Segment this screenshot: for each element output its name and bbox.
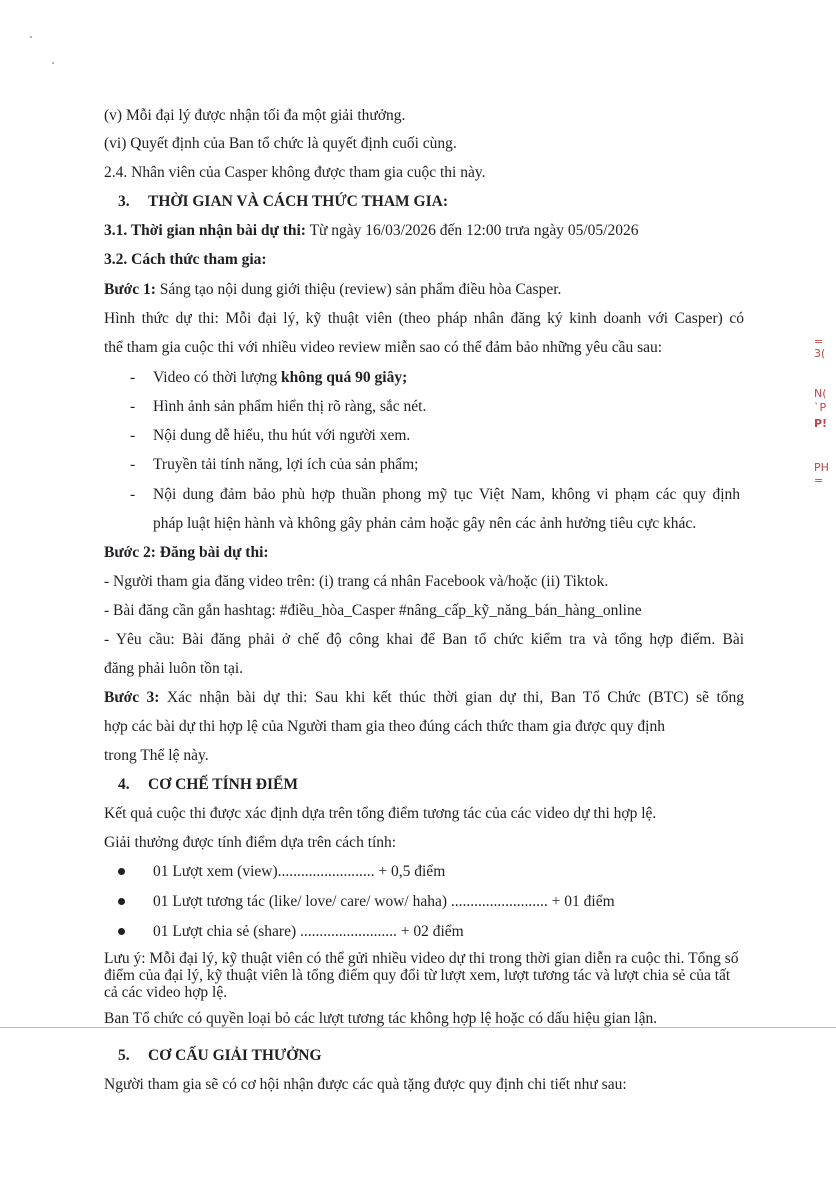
prize-intro: Người tham gia sẽ có cơ hội nhận được các quà tặng được quy định chi tiết như sau: [104,1076,627,1093]
step-3-text: Xác nhận bài dự thi: Sau khi kết thúc thời gian dự thi, Ban Tổ Chức (BTC) sẽ tổng [159,689,744,706]
scan-speck [30,36,32,38]
step-2-line-1: - Người tham gia đăng video trên: (i) trang cá nhân Facebook và/hoặc (ii) Tiktok. [104,573,609,590]
section-3-heading [118,192,758,211]
section-title: THỜI GIAN VÀ CÁCH THỨC THAM GIA: [148,193,448,210]
requirement-1 [153,368,793,387]
requirement-3: Nội dung dễ hiểu, thu hút với người xem. [153,427,411,444]
submission-period-text: Từ ngày 16/03/2026 đến 12:00 trưa ngày 05/05/2026 [305,222,639,239]
submission-period-label: 3.1. Thời gian nhận bài dự thi: [104,222,306,239]
step-2-line-3: - Yêu cầu: Bài đăng phải ở chế độ công khai để Ban tổ chức kiểm tra và tổng hợp điểm. Bài [104,631,744,648]
edge-stamp-mark: N( [814,387,827,400]
requirement-1-emphasis: không quá 90 giây; [281,369,408,386]
how-to-participate-heading: 3.2. Cách thức tham gia: [104,251,267,268]
step-3-label: Bước 3: [104,689,160,706]
item-2-4: 2.4. Nhân viên của Casper không được tham gia cuộc thi này. [104,164,486,181]
scoring-rule-interaction: 01 Lượt tương tác (like/ love/ care/ wow/ haha) ......................... + 01 điểm [153,893,615,910]
edge-stamp-mark: = [814,335,824,348]
step-2-line-4: đăng phải luôn tồn tại. [104,660,244,677]
dash-bullet: - [130,398,136,415]
section-4-heading [118,775,758,794]
requirement-2: Hình ảnh sản phẩm hiển thị rõ ràng, sắc nét. [153,398,427,415]
edge-stamp-mark: 3( [814,347,826,360]
bullet-dot [118,898,125,905]
edge-stamp-mark: `P [814,401,827,414]
step-3-line-3: trong Thể lệ này. [104,747,209,764]
form-line-1: Hình thức dự thi: Mỗi đại lý, kỹ thuật viên (theo pháp nhân đăng ký kinh doanh với Casper) có [104,310,744,327]
section-number: 4. [118,776,130,793]
submission-period [104,221,744,240]
section-number: 3. [118,193,130,210]
scoring-note: Lưu ý: Mỗi đại lý, kỹ thuật viên có thể gửi nhiều video dự thi trong thời gian diễn ra cuộc thi. Tổng số điểm của đại lý, kỹ thuật viên là tổng điểm quy đổi từ lượt xem, lượt tương tác và lượt chia sẻ của tất cả các video hợp lệ. [104,950,739,1001]
edge-stamp-mark: = [814,474,824,487]
dash-bullet: - [130,456,136,473]
edge-stamp-mark: PH [814,461,829,474]
dash-bullet: - [130,369,136,386]
bullet-dot [118,928,125,935]
scoring-note-last: Ban Tổ chức có quyền loại bỏ các lượt tương tác không hợp lệ hoặc có dấu hiệu gian lận. [104,1010,658,1027]
scan-fold-line [0,1027,836,1028]
step-3-line-2: hợp các bài dự thi hợp lệ của Người tham gia theo đúng cách thức tham gia được quy định [104,718,665,735]
requirement-5-line-2: pháp luật hiện hành và không gây phản cảm hoặc gây nên các ảnh hưởng tiêu cực khác. [153,515,697,532]
step-2-heading: Bước 2: Đăng bài dự thi: [104,544,269,561]
requirement-5-line-1: Nội dung đảm bảo phù hợp thuần phong mỹ tục Việt Nam, không vi phạm các quy định [153,486,740,503]
step-1-text: Sáng tạo nội dung giới thiệu (review) sản phẩm điều hòa Casper. [155,281,562,298]
step-1-label: Bước 1: [104,281,156,298]
scoring-intro-2: Giải thưởng được tính điểm dựa trên cách tính: [104,834,397,851]
bullet-dot [118,868,125,875]
edge-stamp-mark: P! [814,417,828,430]
scoring-rule-share: 01 Lượt chia sẻ (share) ......................... + 02 điểm [153,923,464,940]
dash-bullet: - [130,427,136,444]
scan-speck [52,62,54,64]
item-v: (v) Mỗi đại lý được nhận tối đa một giải thưởng. [104,107,406,124]
scoring-rule-view: 01 Lượt xem (view)......................... + 0,5 điểm [153,863,446,880]
section-title: CƠ CẤU GIẢI THƯỞNG [148,1047,322,1064]
item-vi: (vi) Quyết định của Ban tổ chức là quyết định cuối cùng. [104,135,457,152]
section-title: CƠ CHẾ TÍNH ĐIỂM [148,776,298,793]
scoring-intro-1: Kết quả cuộc thi được xác định dựa trên tổng điểm tương tác của các video dự thi hợp lệ. [104,805,657,822]
dash-bullet: - [130,486,136,503]
requirement-1-text: Video có thời lượng [153,369,282,386]
requirement-4: Truyền tải tính năng, lợi ích của sản phẩm; [153,456,419,473]
step-2-hashtags: - Bài đăng cần gắn hashtag: #điều_hòa_Casper #nâng_cấp_kỹ_năng_bán_hàng_online [104,602,642,619]
section-5-heading [118,1046,758,1065]
section-number: 5. [118,1047,130,1064]
step-1 [104,280,744,299]
form-line-2: thể tham gia cuộc thi với nhiều video review miễn sao có thể đảm bảo những yêu cầu sau: [104,339,663,356]
step-3-line-1 [104,688,744,707]
